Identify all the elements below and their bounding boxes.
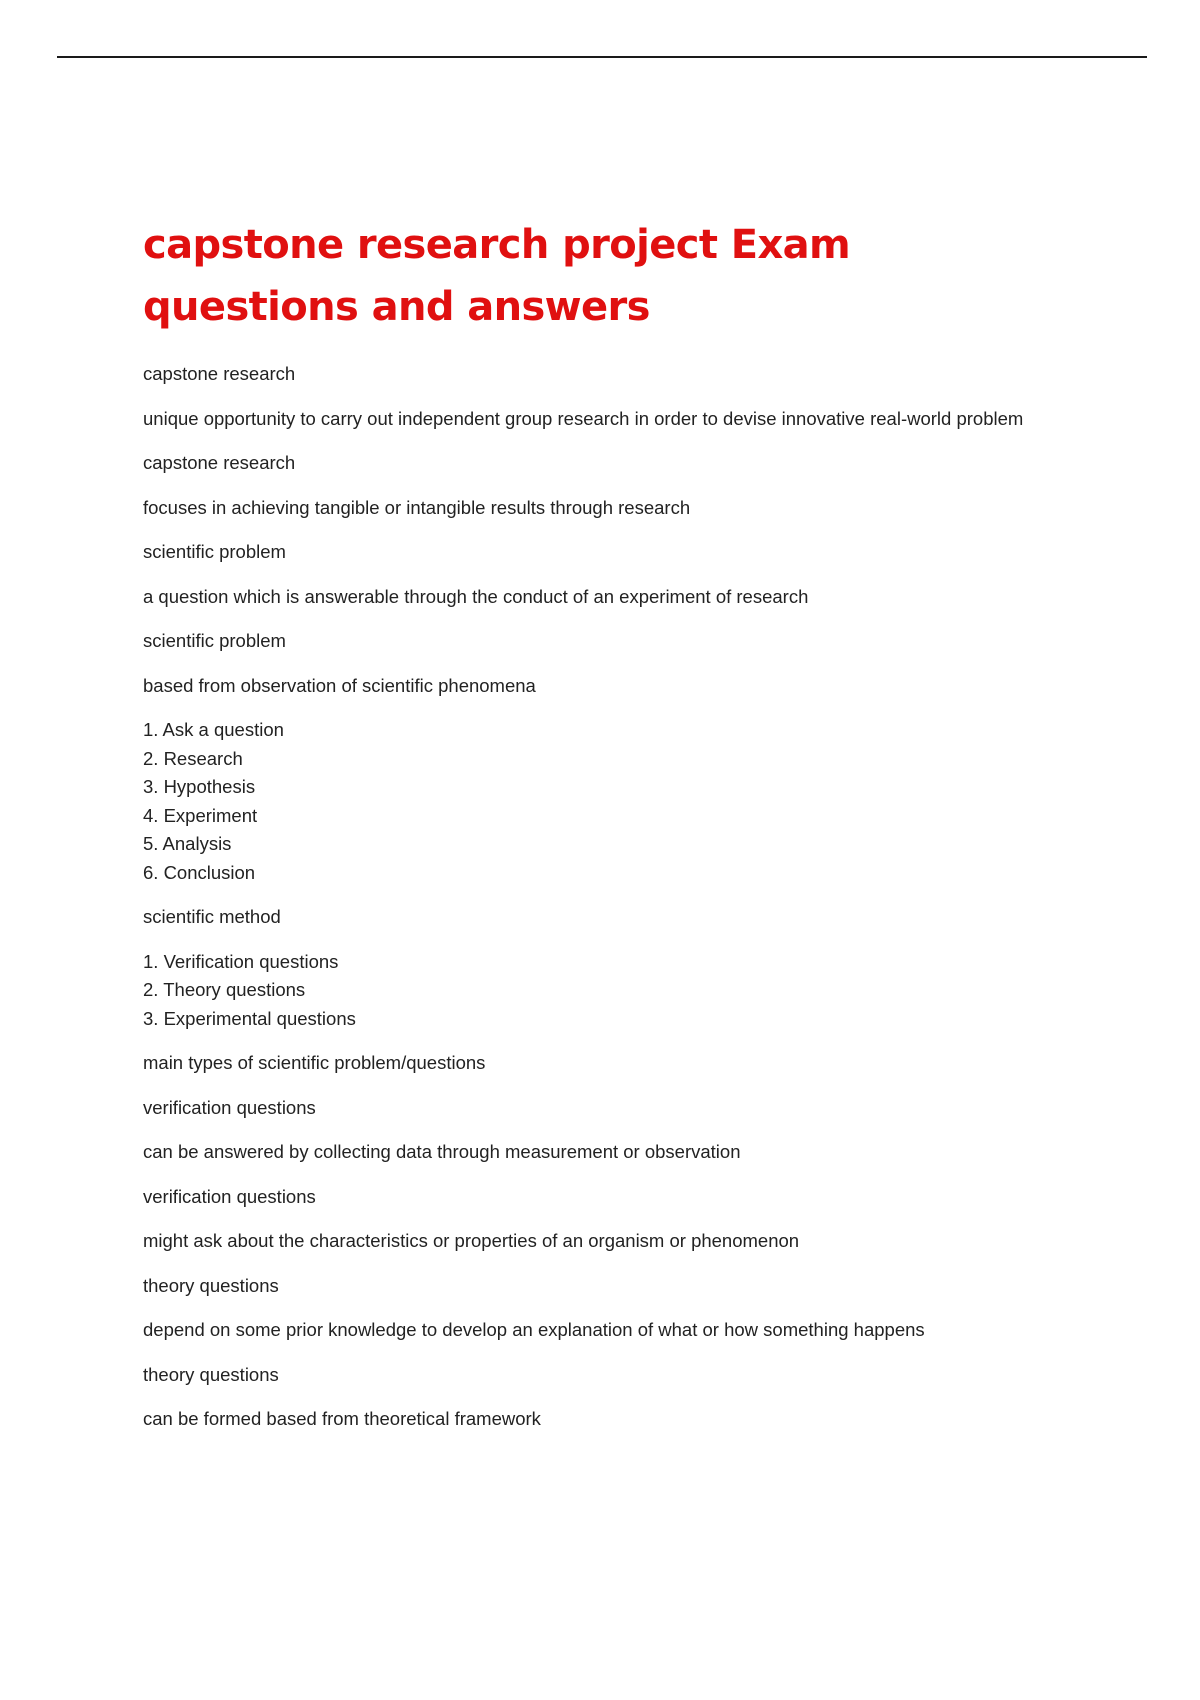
term (143, 538, 1073, 567)
definition (143, 1316, 1073, 1345)
definition (143, 1227, 1073, 1256)
document-body (143, 214, 1073, 1450)
qa-list (143, 360, 1073, 1434)
term (143, 627, 1073, 656)
paragraph-text: theory questions (143, 1274, 279, 1296)
paragraph-text: theory questions (143, 1363, 279, 1385)
paragraph-text: focuses in achieving tangible or intangible results through research (143, 496, 691, 518)
term (143, 360, 1073, 389)
list-item: 3. Experimental questions (143, 1007, 356, 1029)
paragraph-text: main types of scientific problem/questions (143, 1052, 486, 1073)
term (143, 1183, 1073, 1212)
paragraph-text: scientific problem (143, 630, 286, 651)
definition (143, 1049, 1073, 1078)
list-item: 3. Hypothesis (143, 776, 256, 797)
paragraph-text: depend on some prior knowledge to develop an explanation of what or how something happens (143, 1319, 925, 1340)
paragraph-text: scientific problem (143, 541, 286, 562)
definition (143, 405, 1073, 434)
paragraph-text: a question which is answerable through the conduct of an experiment of research (143, 585, 809, 607)
paragraph-text: based from observation of scientific phenomena (143, 674, 536, 696)
paragraph-text: capstone research (143, 452, 296, 473)
definition (143, 583, 1073, 612)
term (143, 1361, 1073, 1390)
definition (143, 1138, 1073, 1167)
term (143, 449, 1073, 478)
definition (143, 494, 1073, 523)
paragraph-text: scientific method (143, 906, 281, 927)
paragraph-text: capstone research (143, 363, 296, 384)
paragraph-text: verification questions (143, 1096, 316, 1118)
numbered-list (143, 716, 1073, 887)
list-item: 1. Ask a question (143, 719, 284, 740)
definition (143, 1405, 1073, 1434)
paragraph-text: can be answered by collecting data through measurement or observation (143, 1141, 741, 1162)
term (143, 1272, 1073, 1301)
header-rule (57, 56, 1147, 58)
definition (143, 903, 1073, 932)
list-item: 6. Conclusion (143, 861, 256, 883)
paragraph-text: might ask about the characteristics or properties of an organism or phenomenon (143, 1230, 800, 1251)
list-item: 2. Research (143, 747, 243, 769)
paragraph-text: can be formed based from theoretical framework (143, 1408, 541, 1429)
list-item: 5. Analysis (143, 833, 232, 854)
paragraph-text: verification questions (143, 1185, 316, 1207)
document-title: capstone research project Exam questions and answers (143, 222, 851, 330)
list-item: 1. Verification questions (143, 950, 339, 972)
term (143, 1094, 1073, 1123)
paragraph-text: unique opportunity to carry out independent group research in order to devise innovative real-world problem (143, 407, 1024, 429)
list-item: 4. Experiment (143, 804, 258, 826)
numbered-list (143, 948, 1073, 1034)
list-item: 2. Theory questions (143, 979, 306, 1000)
definition (143, 672, 1073, 701)
